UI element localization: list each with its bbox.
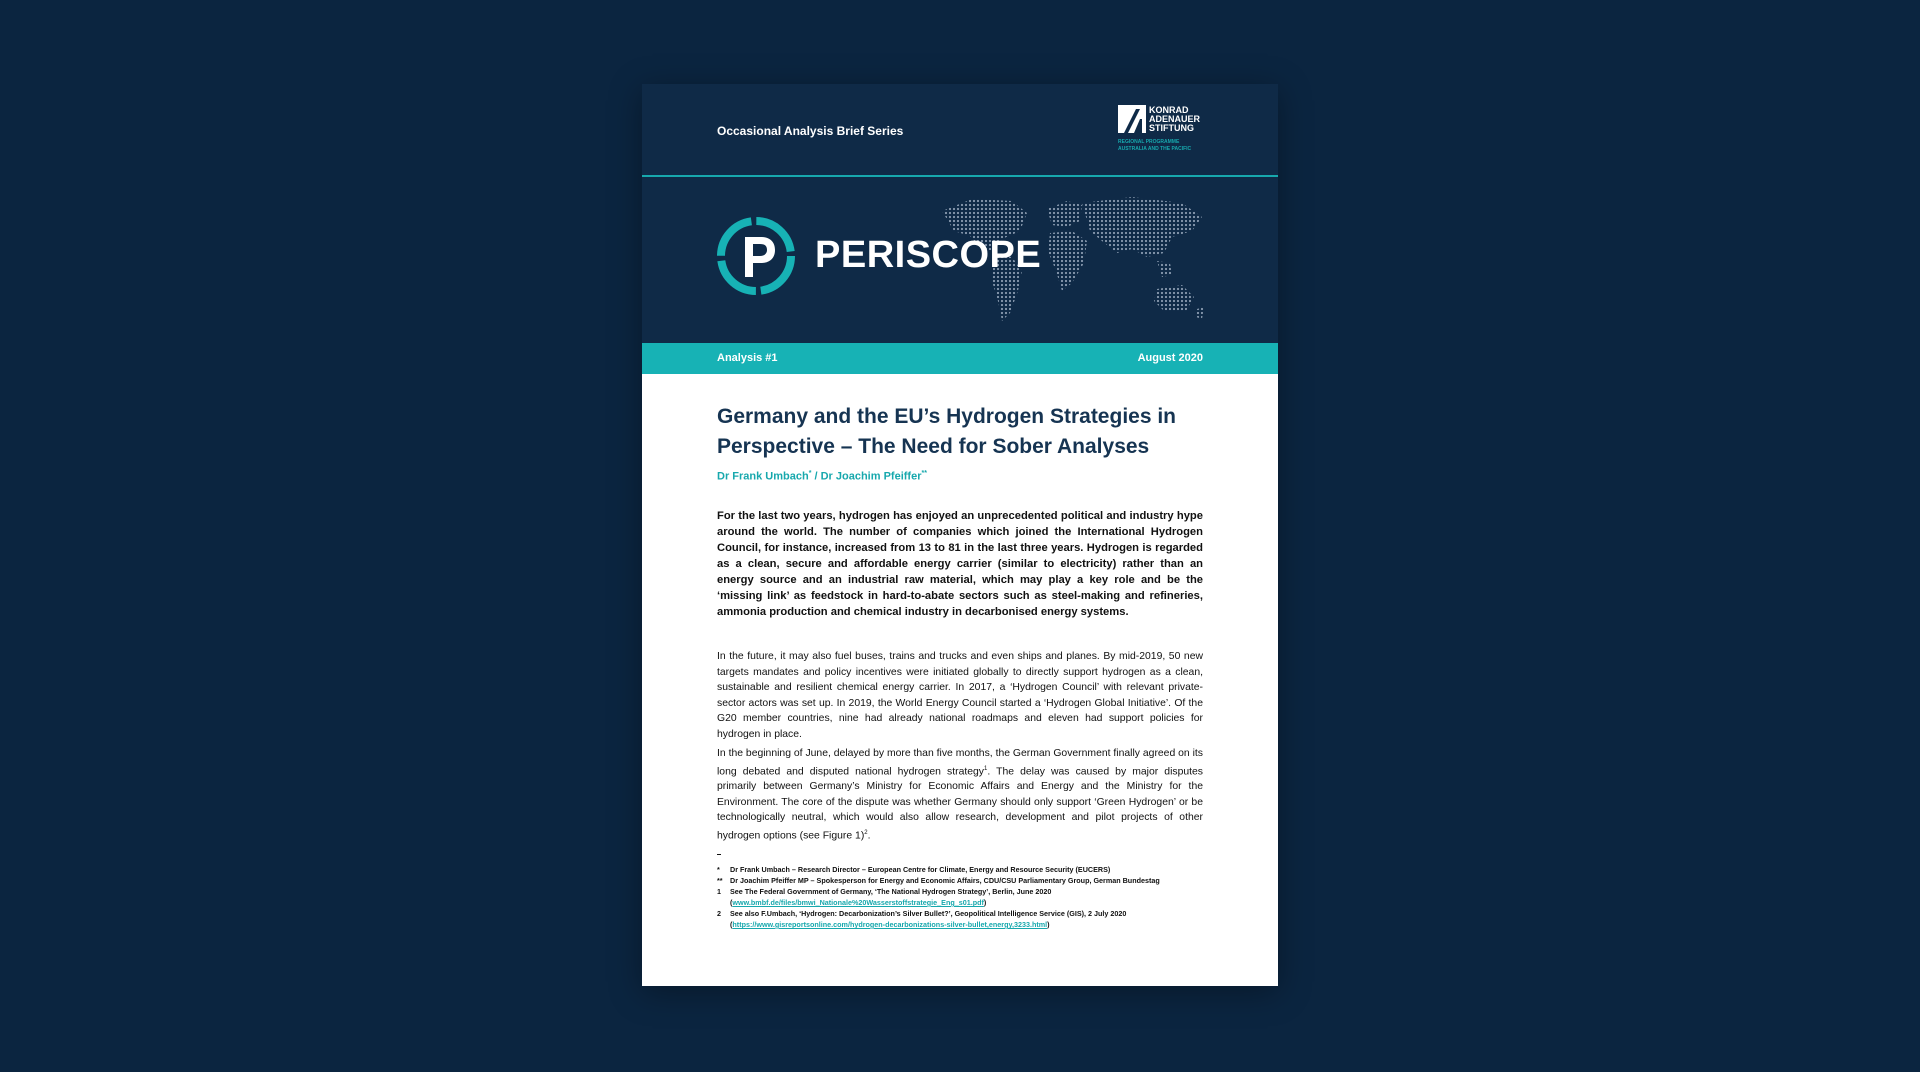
- footnote-mark: *: [717, 865, 720, 874]
- kas-region: [1118, 139, 1218, 153]
- footnote-link-wrapper: (https://www.gisreportsonline.com/hydrogen-decarbonizations-silver-bullet,energy,3233.html): [730, 920, 1050, 929]
- paragraph-text: . The delay was caused by major disputes primarily between Germany’s Ministry for Economic Affairs and Energy and the Ministry for the Environment. The core of the dispute was whether Germany should only support ‘Green Hydrogen’ or be technologically neutral, which would also allow research, development and pilot projects of other hydrogen options (see Figure 1): [717, 765, 1203, 842]
- author-footnote-mark: *: [808, 470, 812, 477]
- footnote-divider: [717, 854, 721, 855]
- footnote-text: Dr Frank Umbach – Research Director – European Centre for Climate, Energy and Resource Security (EUCERS): [730, 865, 1111, 874]
- footnote-link[interactable]: https://www.gisreportsonline.com/hydrogen-decarbonizations-silver-bullet,energy,3233.html: [732, 920, 1048, 929]
- footnote-text: See The Federal Government of Germany, ‘The National Hydrogen Strategy’, Berlin, June 2020: [730, 887, 1052, 896]
- kas-logo-icon: [1118, 105, 1146, 133]
- kas-logo-line: STIFTUNG: [1149, 123, 1194, 133]
- paragraph-text: .: [867, 830, 871, 842]
- analysis-number: Analysis #1: [717, 352, 778, 364]
- footnote: [717, 886, 1217, 908]
- footnote-reference: 2: [864, 829, 868, 836]
- kas-logo-name: [1149, 106, 1219, 133]
- lead-paragraph: For the last two years, hydrogen has enjoyed an unprecedented political and industry hype around the world. The number of companies which joined the International Hydrogen Council, for instance, increased from 13 to 81 in the last three years. Hydrogen is regarded as a clean, secure and affordable energy carrier (similar to electricity) rather than an energy source and an industrial raw material, which may play a key role and be the ‘missing link’ as feedstock in hard-to-abate sectors such as steel-making and refineries, ammonia production and chemical industry in decarbonised energy systems.: [717, 510, 1203, 618]
- author-name: Dr Frank Umbach: [717, 470, 809, 483]
- footnote: [717, 864, 1217, 875]
- kas-region-line: REGIONAL PROGRAMME: [1118, 139, 1180, 145]
- footnote-reference: 1: [984, 765, 988, 772]
- footnote-text: Dr Joachim Pfeiffer MP – Spokesperson for Energy and Economic Affairs, CDU/CSU Parliamentary Group, German Bundestag: [730, 876, 1160, 885]
- article-title: Germany and the EU’s Hydrogen Strategies in Perspective – The Need for Sober Analyses: [717, 405, 1177, 458]
- footnote: [717, 908, 1217, 930]
- footnote-text: See also F.Umbach, ‘Hydrogen: Decarbonization’s Silver Bullet?’, Geopolitical Intelligence Service (GIS), 2 July 2020: [730, 909, 1127, 918]
- footnote: [717, 875, 1217, 886]
- footnotes: [717, 864, 1217, 930]
- periscope-banner: [642, 177, 1278, 343]
- kas-region-line: AUSTRALIA AND THE PACIFIC: [1118, 146, 1192, 152]
- footnote-mark: 1: [717, 887, 721, 896]
- periscope-wordmark: PERISCOPE: [815, 234, 1042, 276]
- issue-band: [642, 343, 1278, 374]
- kas-logo: [1118, 105, 1218, 157]
- footnote-link[interactable]: www.bmbf.de/files/bmwi_Nationale%20Wasserstoffstrategie_Eng_s01.pdf: [732, 898, 984, 907]
- paragraph-text: In the beginning of June, delayed by more than five months, the German Government finally agreed on its long debated and disputed national hydrogen strategy: [717, 748, 1203, 777]
- author-separator: /: [811, 470, 821, 483]
- footnote-link-wrapper: (www.bmbf.de/files/bmwi_Nationale%20Wasserstoffstrategie_Eng_s01.pdf): [730, 898, 987, 907]
- footnote-mark: **: [717, 876, 723, 885]
- series-label: Occasional Analysis Brief Series: [717, 124, 904, 138]
- kas-logo-line: ADENAUER: [1149, 114, 1201, 124]
- body-paragraph: In the future, it may also fuel buses, trains and trucks and even ships and planes. By mid-2019, 50 new targets mandates and policy incentives were initiated globally to directly support hydrogen as a clean, sustainable and resilient chemical energy carrier. In 2017, a ‘Hydrogen Council’ with relevant private-sector actors was set up. In 2019, the World Energy Council started a ‘Hydrogen Global Initiative’. Of the G20 member countries, nine had already national roadmaps and eleven had support policies for hydrogen in place.: [717, 651, 1203, 740]
- author-name: Dr Joachim Pfeiffer: [820, 470, 922, 483]
- publication-date: August 2020: [1137, 352, 1203, 364]
- authors: [717, 470, 1217, 483]
- document-header: [642, 84, 1278, 177]
- periscope-logo-icon: [715, 215, 797, 297]
- brief-document: [642, 84, 1278, 986]
- body-paragraph: [717, 746, 1203, 844]
- footnote-mark: 2: [717, 909, 721, 918]
- kas-logo-line: KONRAD: [1149, 105, 1189, 115]
- author-footnote-mark: **: [921, 470, 927, 477]
